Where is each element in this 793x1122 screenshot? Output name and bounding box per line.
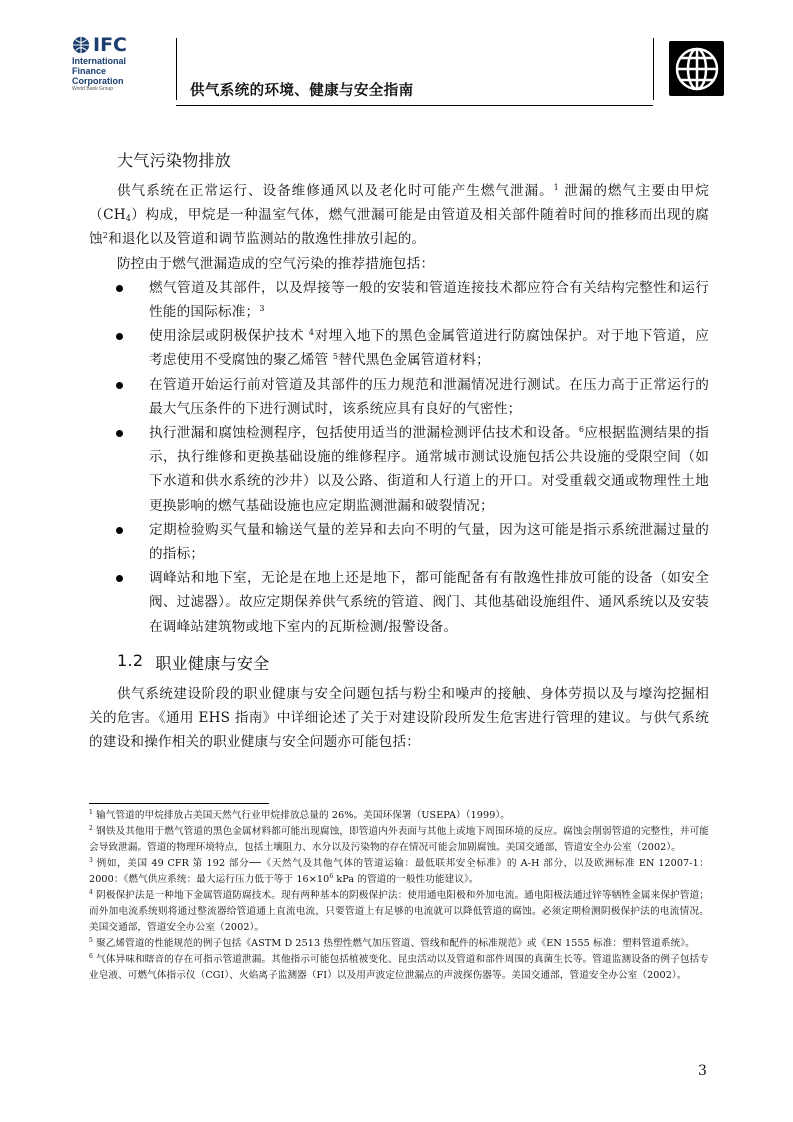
list-item: 使用涂层或阴极保护技术 $^4$对埋入地下的黑色金属管道进行防腐蚀保护。对于地下管道，应考虑使用不受腐蚀的聚乙烯管 $^5$替代黑色金属管道材料；	[89, 324, 709, 372]
bullet-icon	[116, 333, 123, 340]
bullet-icon	[116, 575, 123, 582]
list-item: 调峰站和地下室，无论是在地上还是地下，都可能配备有有散逸性排放可能的设备（如安全阀、过滤器）。故应定期保养供气系统的管道、阀门、其他基础设施组件、通风系统以及安装在调峰站建筑物或地下室内的瓦斯检测/报警设备。	[89, 566, 709, 639]
footnote-ref[interactable]: 6	[578, 425, 585, 435]
footnote-ref[interactable]: 3	[259, 304, 265, 314]
ifc-logo-word: IFC	[93, 34, 127, 56]
footnote-ref[interactable]: 1	[553, 183, 559, 192]
paragraph: 防控由于燃气泄漏造成的空气污染的推荐措施包括：	[117, 255, 435, 272]
page-number: 3	[698, 1063, 707, 1079]
footnote: $^3$ 例如，美国 49 CFR 第 192 部分──《天然气及其他气体的管道运输：最低联邦安全标准》的 A-H 部分，以及欧洲标准 EN 12007-1：2000：《燃气供应系统：最大运行压力低于等于 $16\times 10^6$ kPa 的管道的一般性功能建议》。	[89, 857, 709, 885]
header-rule	[176, 105, 653, 106]
footnote: $^1$ 输气管道的甲烷排放占美国天然气行业甲烷排放总量的 26%。美国环保署（USEPA）（1999）。	[89, 809, 511, 821]
footnotes	[89, 808, 709, 984]
list-item: 在管道开始运行前对管道及其部件的压力规范和泄漏情况进行测试。在压力高于正常运行的最大气压条件的下进行测试时，该系统应具有良好的气密性；	[89, 373, 709, 421]
ifc-logo-line: Finance	[72, 66, 107, 76]
bullet-icon	[116, 430, 123, 437]
ifc-logo-line: International	[72, 56, 127, 66]
ifc-logo-line: Corporation	[72, 76, 124, 86]
footnote: $^2$ 钢铁及其他用于燃气管道的黑色金属材料都可能出现腐蚀，即管道内外表面与其他上或地下周围环境的反应。腐蚀会削弱管道的完整性，并可能会导致泄漏。管道的物理环境特点，包括土壤阻力、水分以及污染物的存在情况可能会加剧腐蚀。美国交通部，管道安全办公室（2002）。	[89, 825, 709, 853]
ifc-globe-icon	[72, 36, 90, 54]
bullet-list	[89, 276, 709, 639]
bullet-icon	[116, 285, 123, 292]
paragraph: 供气系统建设阶段的职业健康与安全问题包括与粉尘和噪声的接触、身体劳损以及与壕沟挖掘相关的危害。《通用 EHS 指南》中详细论述了关于对建设阶段所发生危害进行管理的建议。与供气系统的建设和操作相关的职业健康与安全问题亦可能包括：	[89, 685, 709, 751]
footnote-ref[interactable]: 2	[102, 231, 109, 241]
footnote: $^6$ 气体异味和瞎音的存在可指示管道泄漏。其他指示可能包括植被变化、昆虫活动以及管道和部件周围的真菌生长等。管道监测设备的例子包括专业皂液、可燃气体指示仪（CGI）、火焰离子监测器（FI）以及用声波定位泄漏点的声波探伤器等。美国交通部，管道安全办公室（2002）。	[89, 953, 709, 981]
ifc-logo	[72, 36, 152, 106]
section-number: 1.2	[117, 650, 144, 670]
ifc-logo-sub: World Bank Group	[72, 86, 114, 92]
header-divider-right	[653, 38, 654, 100]
footnote: $^4$ 阴极保护法是一种地下金属管道防腐技术。现有两种基本的阴极保护法：使用通电阳极和外加电流。通电阳极法通过锌等牺牲金属来保护管道；而外加电流系统则将通过整流器给管道通上直流电流，只要管道上有足够的电流就可以降低管道的腐蚀。必须定期检测阴极保护法的电流情况。美国交通部，管道安全办公室（2002）。	[89, 889, 709, 933]
header-divider-left	[176, 38, 177, 100]
paragraph: 供气系统在正常运行、设备维修通风以及老化时可能产生燃气泄漏。$^1$ 泄漏的燃气主要由甲烷$(CH_4)$构成，甲烷是一种温室气体，燃气泄漏可能是由管道及相关部件随着时间的推移而出现的腐蚀$^2$和退化以及管道和调节监测站的散逸性排放引起的。	[89, 183, 710, 248]
footnote-ref[interactable]: 4	[308, 328, 315, 338]
footnote: $^5$ 聚乙烯管道的性能规范的例子包括《ASTM D 2513 热塑性燃气加压管道、管线和配件的标准规范》或《EN 1555 标准：塑料管道系统》。	[89, 937, 695, 949]
section-title: 职业健康与安全	[155, 653, 270, 673]
document-title: 供气系统的环境、健康与安全指南	[190, 83, 414, 99]
list-item: 执行泄漏和腐蚀检测程序，包括使用适当的泄漏检测评估技术和设备。$^6$应根据监测结果的指示，执行维修和更换基础设施的维修程序。通常城市测试设施包括公共设施的受限空间（如下水道和供水系统的沙井）以及公路、街道和人行道上的开口。对受重载交通或物理性土地更换影响的燃气基础设施也应定期监测泄漏和破裂情况；	[89, 421, 709, 518]
section-heading: 大气污染物排放	[117, 151, 232, 170]
footnote-ref[interactable]: 5	[332, 352, 339, 362]
main-content	[89, 140, 709, 754]
bullet-icon	[116, 382, 123, 389]
section-heading	[117, 651, 709, 674]
footnote-divider	[89, 803, 269, 804]
world-bank-globe-icon	[669, 41, 724, 96]
list-item: 燃气管道及其部件，以及焊接等一般的安装和管道连接技术都应符合有关结构完整性和运行性能的国际标准；$^3$	[89, 276, 709, 324]
list-item: 定期检验购买气量和输送气量的差异和去向不明的气量，因为这可能是指示系统泄漏过量的的指标；	[89, 518, 709, 566]
bullet-icon	[116, 527, 123, 534]
page-header	[0, 0, 793, 110]
